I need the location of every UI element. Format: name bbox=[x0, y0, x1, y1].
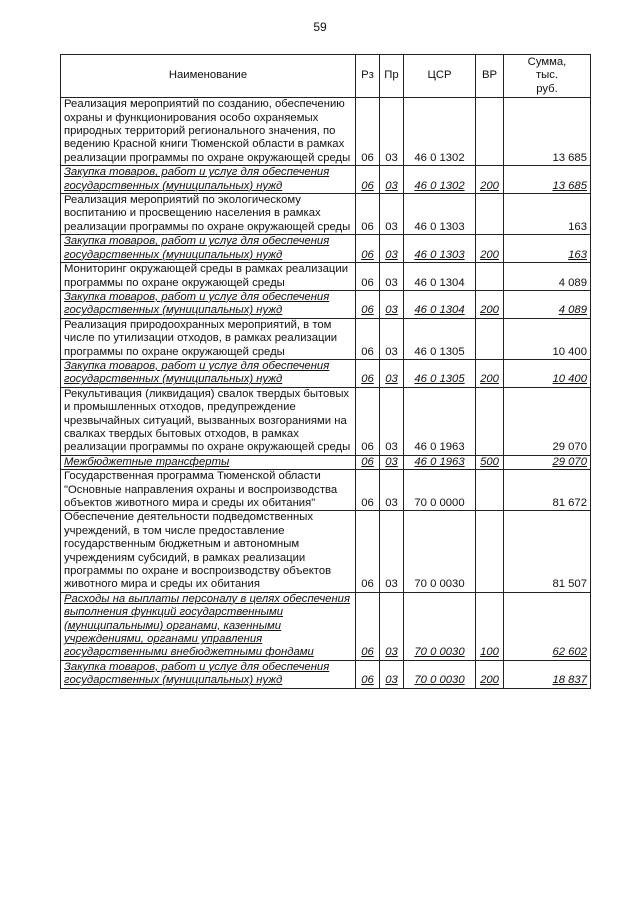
cell-sum: 29 070 bbox=[504, 387, 591, 455]
table-row bbox=[61, 194, 591, 235]
table-header-row bbox=[61, 55, 591, 98]
cell-name: Закупка товаров, работ и услуг для обеспечения государственных (муниципальных) нужд bbox=[61, 235, 356, 263]
table-row bbox=[61, 470, 591, 511]
cell-csr: 46 0 1303 bbox=[404, 194, 476, 235]
table-row bbox=[61, 511, 591, 592]
cell-name: Закупка товаров, работ и услуг для обеспечения государственных (муниципальных) нужд bbox=[61, 290, 356, 318]
cell-rz: 06 bbox=[356, 290, 380, 318]
cell-vr bbox=[476, 263, 504, 291]
cell-pr: 03 bbox=[380, 98, 404, 166]
cell-pr: 03 bbox=[380, 263, 404, 291]
cell-csr: 46 0 1963 bbox=[404, 387, 476, 455]
cell-csr: 70 0 0030 bbox=[404, 592, 476, 660]
header-name: Наименование bbox=[61, 55, 356, 98]
cell-rz: 06 bbox=[356, 511, 380, 592]
cell-csr: 46 0 1302 bbox=[404, 98, 476, 166]
cell-vr: 200 bbox=[476, 660, 504, 688]
page-number: 59 bbox=[313, 20, 327, 34]
cell-rz: 06 bbox=[356, 235, 380, 263]
cell-rz: 06 bbox=[356, 660, 380, 688]
cell-csr: 70 0 0030 bbox=[404, 511, 476, 592]
cell-sum: 10 400 bbox=[504, 359, 591, 387]
cell-pr: 03 bbox=[380, 470, 404, 511]
cell-name: Расходы на выплаты персоналу в целях обеспечения выполнения функций государственными (муниципальными) органами, казенными учреждениями, органами управления государственными внебюджетными фондами bbox=[61, 592, 356, 660]
cell-vr bbox=[476, 318, 504, 359]
cell-sum: 4 089 bbox=[504, 290, 591, 318]
table-row bbox=[61, 660, 591, 688]
cell-rz: 06 bbox=[356, 98, 380, 166]
cell-rz: 06 bbox=[356, 387, 380, 455]
table-row bbox=[61, 455, 591, 469]
cell-csr: 70 0 0000 bbox=[404, 470, 476, 511]
cell-name: Реализация мероприятий по созданию, обеспечению охраны и функционирования особо охраняемых природных территорий регионального значения, по ведению Красной книги Тюменской области в рамках реализации программы по охране окружающей среды bbox=[61, 98, 356, 166]
cell-pr: 03 bbox=[380, 511, 404, 592]
header-csr: ЦСР bbox=[404, 55, 476, 98]
cell-sum: 81 507 bbox=[504, 511, 591, 592]
cell-pr: 03 bbox=[380, 387, 404, 455]
cell-name: Закупка товаров, работ и услуг для обеспечения государственных (муниципальных) нужд bbox=[61, 660, 356, 688]
cell-pr: 03 bbox=[380, 660, 404, 688]
cell-vr bbox=[476, 387, 504, 455]
cell-sum: 4 089 bbox=[504, 263, 591, 291]
cell-csr: 46 0 1305 bbox=[404, 359, 476, 387]
cell-sum: 13 685 bbox=[504, 98, 591, 166]
cell-pr: 03 bbox=[380, 592, 404, 660]
cell-pr: 03 bbox=[380, 194, 404, 235]
cell-name: Реализация мероприятий по экологическому воспитанию и просвещению населения в рамках реализации программы по охране окружающей среды bbox=[61, 194, 356, 235]
cell-name: Межбюджетные трансферты bbox=[61, 455, 356, 469]
cell-csr: 46 0 1304 bbox=[404, 263, 476, 291]
cell-name: Рекультивация (ликвидация) свалок твердых бытовых и промышленных отходов, предупреждение чрезвычайных ситуаций, вызванных возгораниями на свалках твердых бытовых отходов, в рамках реализации программы по охране окружающей среды bbox=[61, 387, 356, 455]
table-row bbox=[61, 318, 591, 359]
cell-csr: 70 0 0030 bbox=[404, 660, 476, 688]
cell-csr: 46 0 1963 bbox=[404, 455, 476, 469]
table-row bbox=[61, 166, 591, 194]
cell-sum: 163 bbox=[504, 235, 591, 263]
cell-sum: 10 400 bbox=[504, 318, 591, 359]
cell-rz: 06 bbox=[356, 470, 380, 511]
cell-sum: 29 070 bbox=[504, 455, 591, 469]
cell-rz: 06 bbox=[356, 359, 380, 387]
header-rz: Рз bbox=[356, 55, 380, 98]
cell-vr bbox=[476, 194, 504, 235]
cell-name: Обеспечение деятельности подведомственных учреждений, в том числе предоставление государственным бюджетным и автономным учреждениям субсидий, в рамках реализации программы по охране и воспроизводству объектов животного мира и среды их обитания bbox=[61, 511, 356, 592]
cell-vr: 100 bbox=[476, 592, 504, 660]
cell-csr: 46 0 1302 bbox=[404, 166, 476, 194]
cell-vr: 200 bbox=[476, 359, 504, 387]
cell-vr bbox=[476, 511, 504, 592]
cell-name: Реализация природоохранных мероприятий, в том числе по утилизации отходов, в рамках реализации программы по охране окружающей среды bbox=[61, 318, 356, 359]
cell-sum: 18 837 bbox=[504, 660, 591, 688]
table-row bbox=[61, 235, 591, 263]
cell-rz: 06 bbox=[356, 194, 380, 235]
cell-rz: 06 bbox=[356, 592, 380, 660]
cell-name: Государственная программа Тюменской области "Основные направления охраны и воспроизводства объектов животного мира и среды их обитания" bbox=[61, 470, 356, 511]
cell-csr: 46 0 1304 bbox=[404, 290, 476, 318]
cell-pr: 03 bbox=[380, 455, 404, 469]
cell-sum: 62 602 bbox=[504, 592, 591, 660]
cell-csr: 46 0 1305 bbox=[404, 318, 476, 359]
table-row bbox=[61, 592, 591, 660]
cell-vr: 200 bbox=[476, 166, 504, 194]
cell-sum: 13 685 bbox=[504, 166, 591, 194]
cell-name: Закупка товаров, работ и услуг для обеспечения государственных (муниципальных) нужд bbox=[61, 166, 356, 194]
cell-vr bbox=[476, 470, 504, 511]
table-row bbox=[61, 290, 591, 318]
cell-rz: 06 bbox=[356, 263, 380, 291]
cell-vr: 200 bbox=[476, 235, 504, 263]
cell-pr: 03 bbox=[380, 166, 404, 194]
cell-pr: 03 bbox=[380, 318, 404, 359]
cell-vr: 200 bbox=[476, 290, 504, 318]
cell-name: Мониторинг окружающей среды в рамках реализации программы по охране окружающей среды bbox=[61, 263, 356, 291]
table-row bbox=[61, 359, 591, 387]
table-row bbox=[61, 263, 591, 291]
cell-rz: 06 bbox=[356, 166, 380, 194]
cell-vr: 500 bbox=[476, 455, 504, 469]
cell-pr: 03 bbox=[380, 290, 404, 318]
table-row bbox=[61, 98, 591, 166]
cell-vr bbox=[476, 98, 504, 166]
header-pr: Пр bbox=[380, 55, 404, 98]
cell-pr: 03 bbox=[380, 359, 404, 387]
cell-csr: 46 0 1303 bbox=[404, 235, 476, 263]
header-sum: Сумма, тыс. руб. bbox=[504, 55, 591, 98]
budget-table bbox=[60, 54, 591, 689]
cell-pr: 03 bbox=[380, 235, 404, 263]
cell-sum: 163 bbox=[504, 194, 591, 235]
table-row bbox=[61, 387, 591, 455]
cell-name: Закупка товаров, работ и услуг для обеспечения государственных (муниципальных) нужд bbox=[61, 359, 356, 387]
cell-rz: 06 bbox=[356, 318, 380, 359]
header-vr: ВР bbox=[476, 55, 504, 98]
cell-sum: 81 672 bbox=[504, 470, 591, 511]
cell-rz: 06 bbox=[356, 455, 380, 469]
